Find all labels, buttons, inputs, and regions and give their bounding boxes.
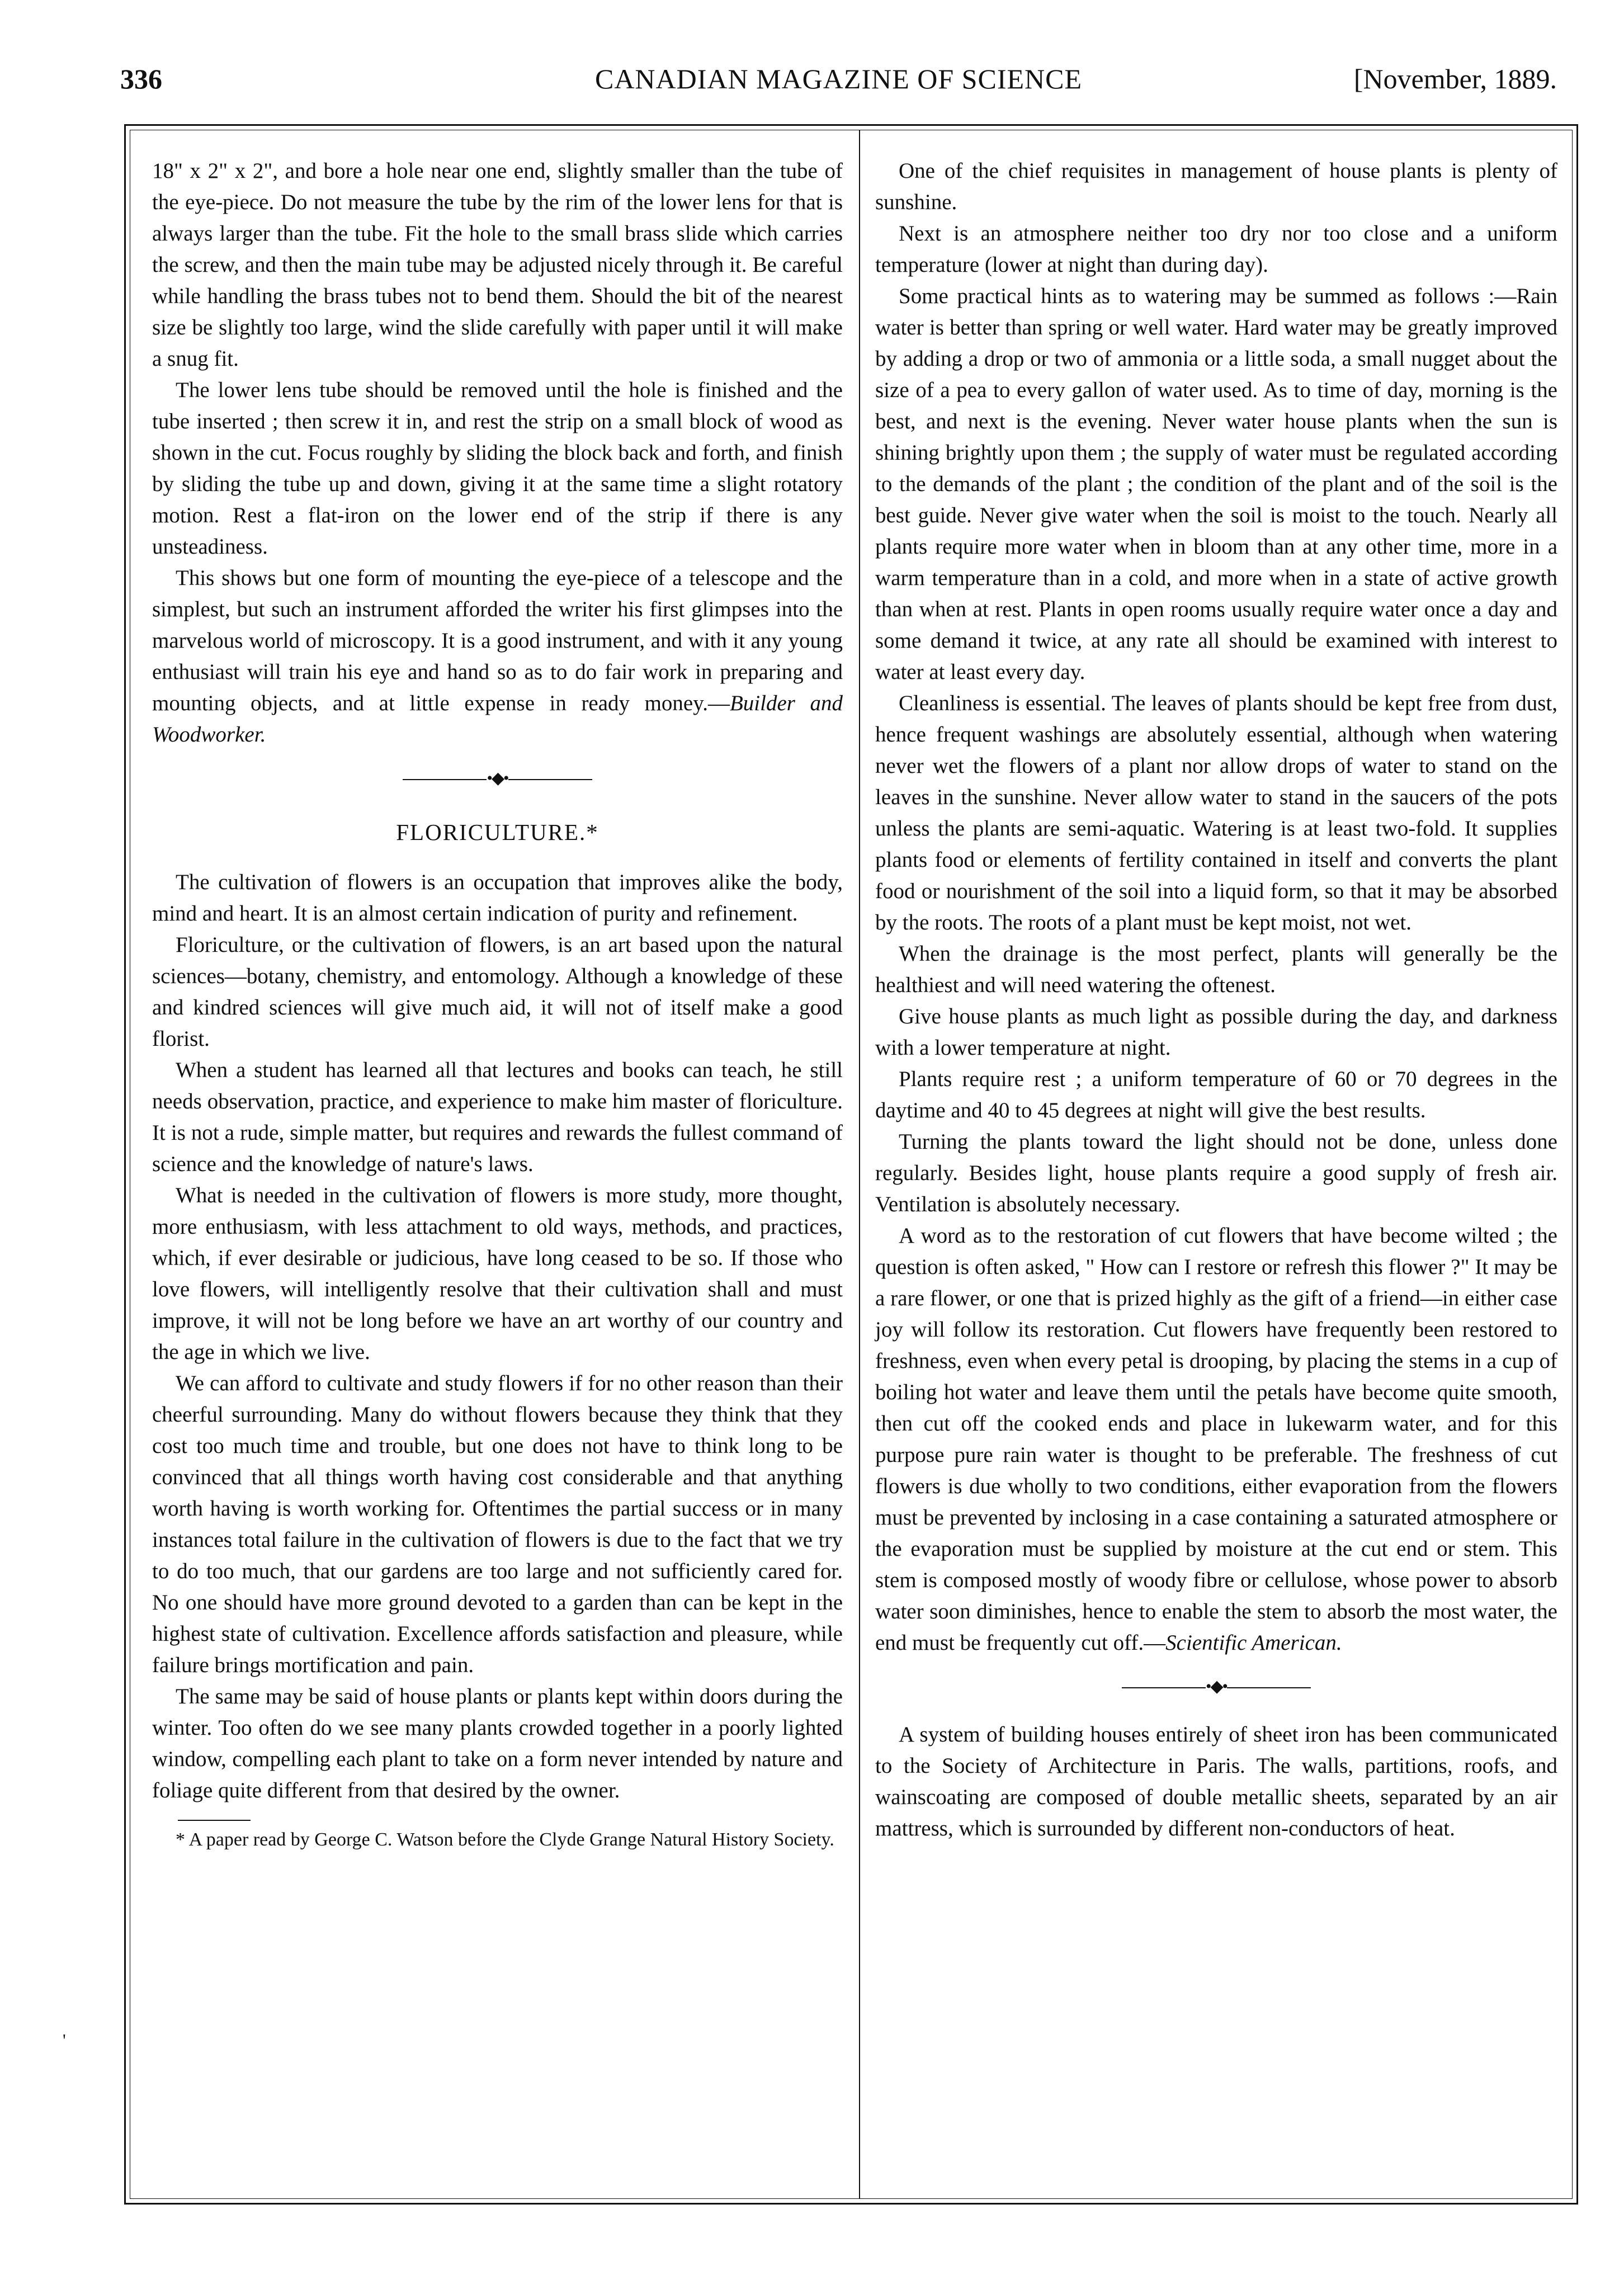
paragraph: 18" x 2" x 2", and bore a hole near one end, slightly smaller than the tube of the eye-piece. Do not measure the tube by the rim of the lower lens for that is always larger than the tube. Fit the hole to the small brass slide which carries the screw, and then the main tube may be adjusted nicely through it. Be careful while handling the brass tubes not to bend them. Should the bit of the nearest size be slightly too large, wind the slide carefully with paper until it will make a snug fit. [152, 159, 843, 371]
source-credit: Scientific American. [1165, 1631, 1342, 1655]
paragraph [875, 1220, 1557, 1659]
paragraph: Plants require rest ; a uniform temperature of 60 or 70 degrees in the daytime and 40 to 45 degrees at night will give the best results. [875, 1067, 1557, 1122]
running-head [120, 63, 1557, 107]
paragraph: We can afford to cultivate and study flowers if for no other reason than their cheerful surrounding. Many do without flowers because they think that they cost too much time and trouble, but one does not have to think long to be convinced that all things worth having cost considerable and that anything worth having is worth working for. Oftentimes the partial success or in many instances total failure in the cultivation of flowers is due to the fact that we try to do too much, that our gardens are too large and not sufficiently cared for. No one should have more ground devoted to a garden than can be kept in the highest state of cultivation. Excellence affords satisfaction and pleasure, while failure brings mortification and pain. [152, 1371, 843, 1677]
source-credit: Builder and Woodworker. [152, 691, 843, 747]
paragraph [152, 563, 843, 750]
paragraph: Next is an atmosphere neither too dry nor too close and a uniform temperature (lower at night than during day). [875, 221, 1557, 277]
paragraph: The same may be said of house plants or plants kept within doors during the winter. Too often do we see many plants crowded together in a poorly lighted window, compelling each plant to take on a form never intended by nature and foliage quite different from that desired by the owner. [152, 1684, 843, 1802]
page-number: 336 [120, 63, 162, 95]
paragraph: The cultivation of flowers is an occupation that improves alike the body, mind and heart. It is an almost certain indication of purity and refinement. [152, 870, 843, 926]
paragraph: What is needed in the cultivation of flowers is more study, more thought, more enthusiasm, with less attachment to old ways, methods, and practices, which, if ever desirable or judicious, have long ceased to be so. If those who love flowers, will intelligently resolve that their cultivation shall and must improve, it will not be long before we have an art worthy of our country and the age in which we live. [152, 1183, 843, 1364]
footnote-rule [178, 1820, 251, 1821]
section-ornament: •◆• [152, 763, 843, 794]
article-heading: FLORICULTURE.* [396, 819, 599, 845]
issue-date: [November, 1889. [1353, 63, 1557, 95]
paragraph-text: This shows but one form of mounting the eye-piece of a telescope and the simplest, but such an instrument afforded the writer his first glimpses into the marvelous world of microscopy. It is a good instrument, and with it any young enthusiast will train his eye and hand so as to do fair work in preparing and mounting objects, and at little expense in ready money.— [152, 566, 843, 715]
right-column [875, 155, 1557, 1844]
paragraph: A system of building houses entirely of sheet iron has been communicated to the Society of Architecture in Paris. The walls, partitions, roofs, and wainscoating are composed of double metallic sheets, separated by an air mattress, which is surrounded by different non-conductors of heat. [875, 1722, 1557, 1840]
paragraph: When the drainage is the most perfect, plants will generally be the healthiest and will need watering the oftenest. [875, 942, 1557, 997]
section-ornament: •◆• [875, 1671, 1557, 1702]
paragraph: The lower lens tube should be removed until the hole is finished and the tube inserted ; then screw it in, and rest the strip on a small block of wood as shown in the cut. Focus roughly by sliding the block back and forth, and finish by sliding the tube up and down, giving it at the same time a slight rotatory motion. Rest a flat-iron on the lower end of the strip if there is any unsteadiness. [152, 378, 843, 559]
paragraph: Give house plants as much light as possible during the day, and darkness with a lower temperature at night. [875, 1004, 1557, 1060]
footnote: * A paper read by George C. Watson before the Clyde Grange Natural History Society. [176, 1829, 834, 1850]
column-divider [859, 130, 860, 2199]
paragraph-text: A word as to the restoration of cut flowers that have become wilted ; the question is often asked, " How can I restore or refresh this flower ?" It may be a rare flower, or one that is prized highly as the gift of a friend—in either case joy will follow its restoration. Cut flowers have frequently been restored to freshness, even when every petal is drooping, by placing the stems in a cup of boiling hot water and leave them until the petals have become quite smooth, then cut off the cooked ends and place in lukewarm water, and for this purpose pure rain water is thought to be preferable. The freshness of cut flowers is due wholly to two conditions, either evaporation from the flowers must be prevented by inclosing in a case containing a saturated atmosphere or the evaporation must be supplied by moisture at the cut end or stem. This stem is composed mostly of woody fibre or cellulose, whose power to absorb water soon diminishes, hence to enable the stem to absorb the most water, the end must be frequently cut off.— [875, 1224, 1557, 1655]
paragraph: Some practical hints as to watering may be summed as follows :—Rain water is better than spring or well water. Hard water may be greatly improved by adding a drop or two of ammonia or a little soda, a small nugget about the size of a pea to every gallon of water used. As to time of day, morning is the best, and next is the evening. Never water house plants when the sun is shining brightly upon them ; the supply of water must be regulated according to the demands of the plant ; the condition of the plant and of the soil is the best guide. Never give water when the soil is moist to the touch. Nearly all plants require more water when in bloom than at any other time, more in a warm temperature than in a cold, and more when in a state of active growth than when at rest. Plants in open rooms usually require water once a day and some demand it twice, at any rate all should be examined with interest to water at least every day. [875, 284, 1557, 684]
left-column [152, 155, 843, 1853]
paragraph: When a student has learned all that lectures and books can teach, he still needs observation, practice, and experience to make him master of floriculture. It is not a rude, simple matter, but requires and rewards the fullest command of science and the knowledge of nature's laws. [152, 1058, 843, 1176]
paragraph: Floriculture, or the cultivation of flowers, is an art based upon the natural sciences—botany, chemistry, and entomology. Although a knowledge of these and kindred sciences will give much aid, it will not of itself make a good florist. [152, 933, 843, 1051]
paragraph: Cleanliness is essential. The leaves of plants should be kept free from dust, hence frequent washings are absolutely essential, although when watering never wet the flowers of a plant nor allow drops of water to stand on the leaves in the sunshine. Never allow water to stand in the saucers of the pots unless the plants are semi-aquatic. Watering is at least two-fold. It supplies plants food or elements of fertility contained in itself and converts the plant food or nourishment of the soil into a liquid form, so that it may be absorbed by the roots. The roots of a plant must be kept moist, not wet. [875, 691, 1557, 934]
magazine-title: CANADIAN MAGAZINE OF SCIENCE [594, 63, 1083, 95]
paragraph: One of the chief requisites in management of house plants is plenty of sunshine. [875, 159, 1557, 214]
stray-mark: ' [63, 2030, 66, 2050]
paragraph: Turning the plants toward the light should not be done, unless done regularly. Besides light, house plants require a good supply of fresh air. Ventilation is absolutely necessary. [875, 1130, 1557, 1216]
